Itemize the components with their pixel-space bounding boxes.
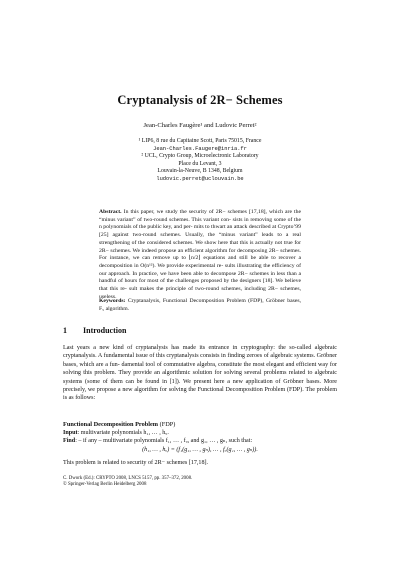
problem-find [63, 437, 337, 445]
affiliations [0, 138, 400, 184]
input-text: : multivariate polynomials h₁, … , hᵤ. [77, 430, 169, 436]
section-title: Introduction [83, 326, 127, 335]
affiliation-line: ludovic.perret@uclouvain.be [156, 175, 244, 182]
author-list: Jean-Charles Faugère¹ and Ludovic Perret² [143, 122, 257, 129]
input-label: Input [63, 430, 78, 436]
problem-followup: This problem is related to security of 2R− schemes [17,18]. [63, 460, 209, 466]
paper-title: Cryptanalysis of 2R− Schemes [117, 93, 283, 107]
keywords-text: Cryptanalysis, Functional Decomposition Problem (FDP), Gröbner bases, F₅ algorithm. [99, 298, 302, 312]
find-text: : – if any – multivariate polynomials f₁, … , fᵤ, and g₁, … , gₙ, such that: [75, 438, 253, 444]
problem-heading [63, 421, 175, 428]
affiliation-line: Place du Levant, 3 [178, 160, 222, 167]
problem-input [63, 429, 337, 437]
abstract [99, 209, 301, 301]
intro-text: Last years a new kind of cryptanalysis has made its entrance in cryptography: the so-called algebraic cryptanalysis. A fundamental issue of this cryptanalysis consists in finding zeroes of algebraic systems. Gröbner bases, which are a fun- damental tool of commutative algebra, constitute the most elegant and efficient way for solving this problem. They provide an algorithmic solution for solving several problems related to algebraic systems (some of them can be found in [1]). We present here a new application of Gröbner bases. More precisely, we propose a new algorithm for solving the Functional Decomposition Problem (FDP). The problem is as follows: [63, 345, 337, 402]
keywords-label: Keywords: [99, 298, 126, 304]
footer-citation: C. Dwork (Ed.): CRYPTO 2008, LNCS 5157, pp. 357–372, 2008. [63, 476, 193, 481]
affiliation-line: Louvain-la-Neuve, B 1348, Belgium [157, 168, 243, 175]
affiliation-line: ² UCL, Crypto Group, Microelectronic Laboratory [141, 153, 259, 160]
section-number: 1 [63, 326, 67, 335]
problem-heading-text: Functional Decomposition Problem [63, 421, 159, 428]
abstract-label: Abstract. [99, 209, 122, 215]
section-heading [63, 326, 126, 335]
abstract-text: In this paper, we study the security of 2R− schemes [17,18], which are the “minus variant” of two-round schemes. This variant con- sists in removing some of the n polynomials of the public key, and per- mits to thwart an attack described at Crypto’99 [25] against two-round schemes. Usually, the “minus variant” leads to a real strengthening of the considered schemes. We show here that this is actually not true for 2R− schemes. We indeed propose an efficient algorithm for decomposing 2R− schemes. For instance, we can remove up to ⌊n/2⌋ equations and still be able to recover a decomposition in O(n¹²). We provide experimental re- sults illustrating the efficiency of our approach. In practice, we have been able to decompose 2R− schemes in less than a handful of hours for most of the challenges proposed by the designers [18]. We believe that this re- sult makes the principle of two-round schemes, including 2R− schemes, useless. [99, 209, 301, 300]
page-footer [63, 476, 192, 489]
problem-heading-suffix: (FDP) [158, 421, 176, 428]
decomposition-formula: (h₁, … , hᵤ) = (f₁(g₁, … , gₙ), … , fᵤ(g₁, … , gₙ)). [142, 447, 258, 453]
intro-paragraph [63, 344, 337, 403]
keywords [99, 298, 301, 313]
affiliation-line: ¹ LIP6, 8 rue du Capitaine Scott, Paris 75015, France [138, 138, 262, 144]
footer-copyright: © Springer-Verlag Berlin Heidelberg 2008 [63, 482, 147, 488]
find-label: Find [63, 438, 76, 444]
affiliation-line: Jean-Charles.Faugere@inria.fr [153, 145, 247, 152]
